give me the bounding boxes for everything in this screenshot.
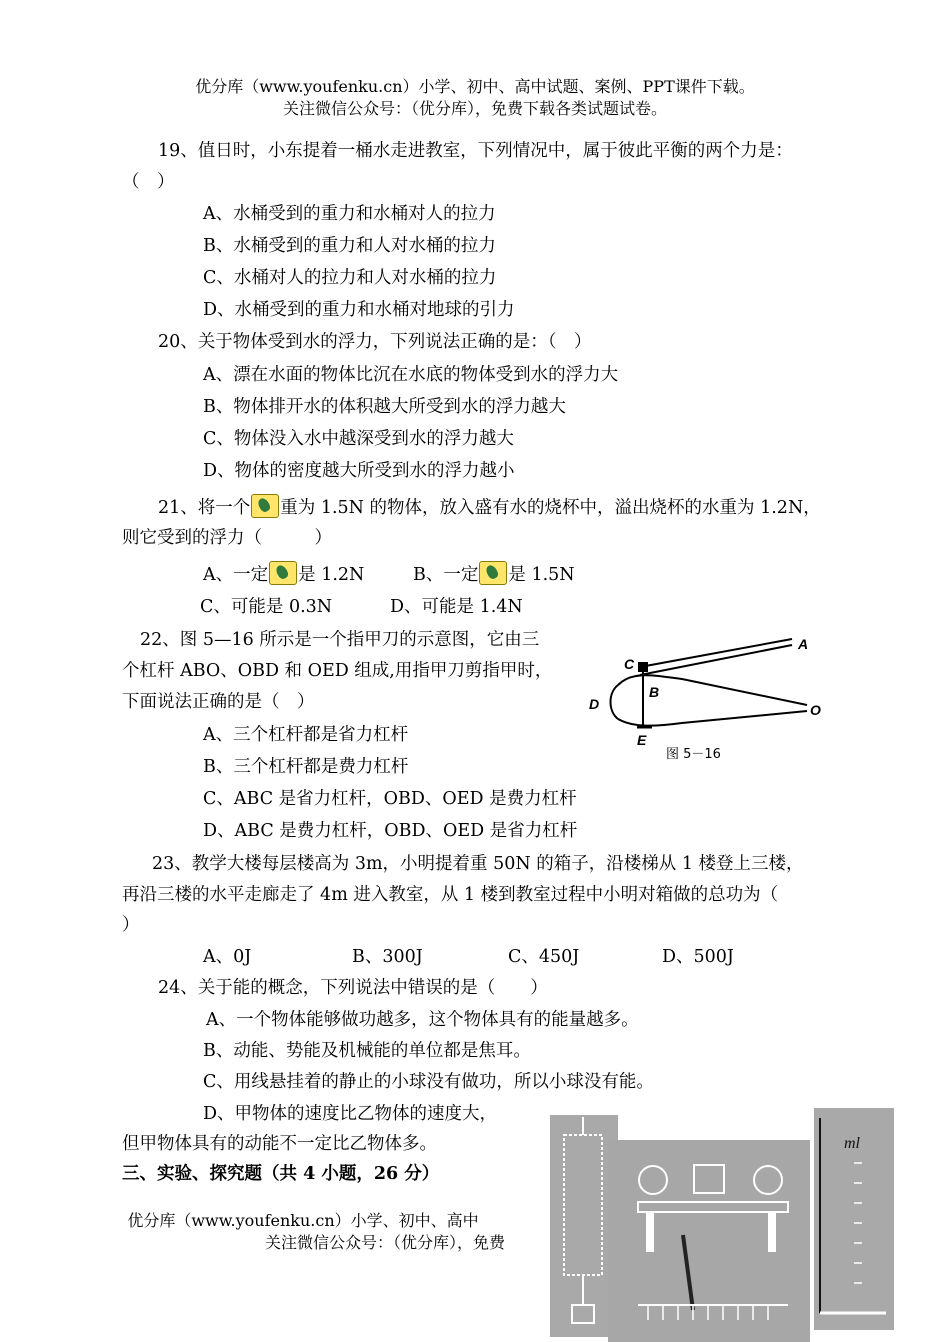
q19-option-a: A、水桶受到的重力和水桶对人的拉力 [203, 204, 496, 224]
q19-option-d: D、水桶受到的重力和水桶对地球的引力 [203, 300, 515, 320]
pin-top [639, 663, 647, 671]
q21-stem [158, 494, 821, 521]
embedded-object-icon [479, 561, 507, 585]
header-line-1: 优分库（www.youfenku.cn）小学、初中、高中试题、案例、PPT课件下载。 [195, 77, 755, 96]
q20-option-c: C、物体没入水中越深受到水的浮力越大 [203, 429, 514, 449]
embedded-object-icon [269, 561, 297, 585]
q21-stem-line-2: 则它受到的浮力（ ） [122, 528, 332, 548]
q23-stem-line-1: 23、教学大楼每层楼高为 3m，小明提着重 50N 的箱子，沿楼梯从 1 楼登上三楼， [152, 854, 804, 874]
q21-option-a-part-b: 是 1.2N [298, 565, 365, 585]
q23-option-a: A、0J [203, 947, 252, 967]
q24-continuation: 但甲物体具有的动能不一定比乙物体多。 [122, 1134, 437, 1154]
section-3-title: 三、实验、探究题（共 4 小题，26 分） [122, 1164, 440, 1184]
q20-option-d: D、物体的密度越大所受到水的浮力越小 [203, 461, 515, 481]
lower-lever-line [618, 711, 807, 726]
q24-option-c: C、用线悬挂着的静止的小球没有做功，所以小球没有能。 [203, 1072, 654, 1092]
q21-stem-part-b: 重为 1.5N 的物体，放入盛有水的烧杯中，溢出烧杯的水重为 1.2N， [280, 498, 821, 518]
upper-lever-line-2 [640, 645, 792, 675]
q22-option-d: D、ABC 是费力杠杆，OBD、OED 是省力杠杆 [203, 821, 578, 841]
q21-option-d: D、可能是 1.4N [390, 597, 523, 617]
figure-label-b: B [649, 684, 660, 700]
figure-label-a: A [798, 636, 809, 652]
q20-option-a: A、漂在水面的物体比沉在水底的物体受到水的浮力大 [203, 365, 619, 385]
q19-paren: （ ） [122, 172, 175, 192]
q19-option-b: B、水桶受到的重力和人对水桶的拉力 [203, 236, 496, 256]
q21-option-b-part-a: B、一定 [413, 565, 479, 585]
header-line-2: 关注微信公众号：（优分库），免费下载各类试题试卷。 [282, 99, 667, 118]
q21-option-b-part-b: 是 1.5N [508, 565, 575, 585]
q22-option-c: C、ABC 是省力杠杆，OBD、OED 是费力杠杆 [203, 789, 577, 809]
footer-line-2: 关注微信公众号：（优分库），免费 [264, 1233, 505, 1252]
q22-option-a: A、三个杠杆都是省力杠杆 [203, 725, 409, 745]
q22-stem-line-1: 22、图 5—16 所示是一个指甲刀的示意图，它由三 [140, 630, 540, 650]
q21-option-a [203, 561, 364, 588]
figure-label-e: E [637, 732, 647, 748]
d-end-curve [611, 685, 619, 719]
q23-stem-line-3: ） [122, 915, 140, 935]
q23-stem-line-2: 再沿三楼的水平走廊走了 4m 进入教室，从 1 楼到教室过程中小明对箱做的总功为（ [122, 885, 779, 905]
nail-clipper-figure [582, 627, 832, 767]
q22-stem-line-2: 个杠杆 ABO、OBD 和 OED 组成,用指甲刀剪指甲时， [122, 661, 553, 681]
footer-line-1: 优分库（www.youfenku.cn）小学、初中、高中 [127, 1211, 479, 1230]
q24-option-a: A、一个物体能够做功越多，这个物体具有的能量越多。 [206, 1010, 639, 1030]
q23-option-b: B、300J [352, 947, 423, 967]
q24-stem: 24、关于能的概念，下列说法中错误的是（ ） [158, 978, 548, 998]
upper-lever-line [640, 639, 792, 667]
q24-option-b: B、动能、势能及机械能的单位都是焦耳。 [203, 1041, 531, 1061]
middle-lever-line [618, 675, 807, 705]
q19-option-c: C、水桶对人的拉力和人对水桶的拉力 [203, 268, 497, 288]
q23-option-d: D、500J [662, 947, 734, 967]
q19-stem: 19、值日时，小东提着一桶水走进教室，下列情况中，属于彼此平衡的两个力是： [158, 141, 793, 161]
q22-stem-line-3: 下面说法正确的是（ ） [122, 692, 315, 712]
q21-option-b [413, 561, 575, 588]
q22-option-b: B、三个杠杆都是费力杠杆 [203, 757, 409, 777]
figure-caption: 图 5－16 [666, 747, 721, 762]
q23-option-c: C、450J [508, 947, 580, 967]
q20-option-b: B、物体排开水的体积越大所受到水的浮力越大 [203, 397, 566, 417]
q24-option-d: D、甲物体的速度比乙物体的速度大， [203, 1104, 498, 1124]
measuring-cylinder-image [814, 1108, 894, 1330]
figure-label-c: C [624, 656, 635, 672]
q21-option-a-part-a: A、一定 [203, 565, 269, 585]
cylinder-unit-label: ml [844, 1135, 860, 1152]
q20-stem: 20、关于物体受到水的浮力，下列说法正确的是：（ ） [158, 332, 592, 352]
balance-apparatus-image [608, 1140, 810, 1342]
embedded-object-icon [251, 494, 279, 518]
q21-stem-part-a: 21、将一个 [158, 498, 251, 518]
figure-label-d: D [589, 696, 600, 712]
figure-label-o: O [810, 702, 821, 718]
q21-option-c: C、可能是 0.3N [200, 597, 333, 617]
